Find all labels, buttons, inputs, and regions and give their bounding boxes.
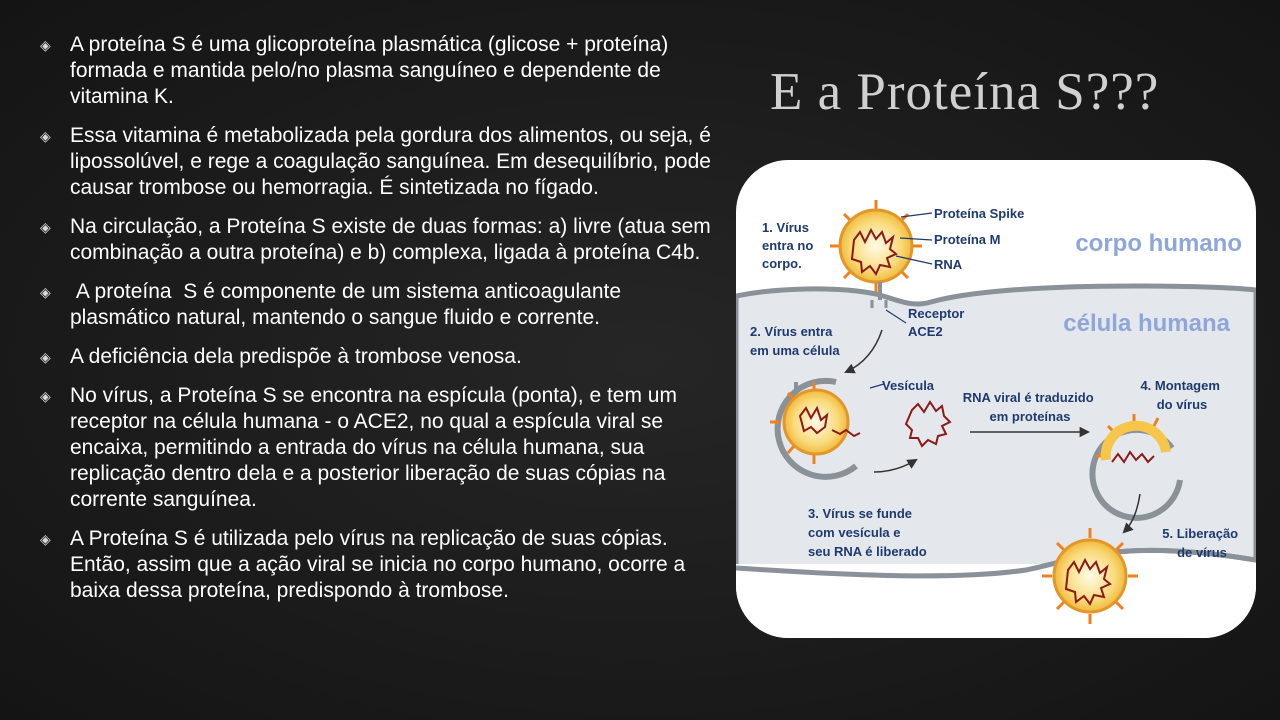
bullet-item	[40, 279, 712, 331]
bullet-text: A deficiência dela predispõe à trombose venosa.	[70, 345, 522, 368]
step2-label: 2. Vírus entra em uma célula	[750, 324, 840, 358]
step1-label: 1. Vírus entra no corpo.	[762, 220, 814, 271]
diamond-bullet-icon: ◈	[40, 350, 51, 366]
spike-protein-label: Proteína Spike	[934, 206, 1025, 221]
step4-label: 4. Montagem do vírus	[1140, 378, 1220, 412]
bullet-item	[40, 32, 712, 110]
vesicle-label: Vesícula	[882, 378, 935, 393]
diamond-bullet-icon: ◈	[40, 129, 51, 145]
step3-label: 3. Vírus se funde com vesícula e seu RNA é liberado	[808, 506, 927, 559]
slide-title: E a Proteína S???	[770, 63, 1160, 121]
receptor-label: Receptor ACE2	[908, 306, 965, 339]
m-protein-label: Proteína M	[934, 232, 1001, 247]
bullet-text: Essa vitamina é metabolizada pela gordura dos alimentos, ou seja, é lipossolúvel, e rege a coagulação sanguínea. Em desequilíbrio, pode causar trombose ou hemorragia. É sintetizada no fígado.	[70, 124, 711, 199]
bullet-text: No vírus, a Proteína S se encontra na espícula (ponta), e tem um receptor na célula humana - o ACE2, no qual a espícula viral se encaixa, permitindo a entrada do vírus na célula humana, sua replicação dentro dela e a posterior liberação de suas cópias na corrente sanguínea.	[70, 384, 677, 511]
bullet-item	[40, 526, 712, 604]
bullet-text: A proteína S é uma glicoproteína plasmática (glicose + proteína) formada e mantida pelo/no plasma sanguíneo e dependente de vitamina K.	[70, 33, 669, 108]
bullet-list	[40, 32, 712, 617]
body-region-label: corpo humano	[1075, 230, 1242, 257]
bullet-item	[40, 383, 712, 513]
bullet-text: Na circulação, a Proteína S existe de duas formas: a) livre (atua sem combinação a outra proteína) e b) complexa, ligada à proteína C4b.	[70, 215, 711, 264]
translation-label: RNA viral é traduzido em proteínas	[962, 390, 1094, 424]
diamond-bullet-icon: ◈	[40, 220, 51, 236]
diamond-bullet-icon: ◈	[40, 532, 51, 548]
bullet-item	[40, 123, 712, 201]
bullet-text: A proteína S é componente de um sistema anticoagulante plasmático natural, mantendo o sangue fluido e corrente.	[70, 280, 627, 329]
bullet-text: A Proteína S é utilizada pelo vírus na replicação de suas cópias. Então, assim que a ação viral se inicia no corpo humano, ocorre a baixa dessa proteína, predispondo à trombose.	[70, 527, 686, 602]
cell-region-label: célula humana	[1063, 310, 1230, 337]
diamond-bullet-icon: ◈	[40, 285, 51, 301]
virus-replication-diagram	[736, 160, 1256, 638]
rna-label: RNA	[934, 257, 963, 272]
diamond-bullet-icon: ◈	[40, 389, 51, 405]
bullet-item	[40, 214, 712, 266]
diamond-bullet-icon: ◈	[40, 38, 51, 54]
step5-label: 5. Liberação de vírus	[1162, 526, 1239, 560]
bullet-item	[40, 344, 712, 370]
